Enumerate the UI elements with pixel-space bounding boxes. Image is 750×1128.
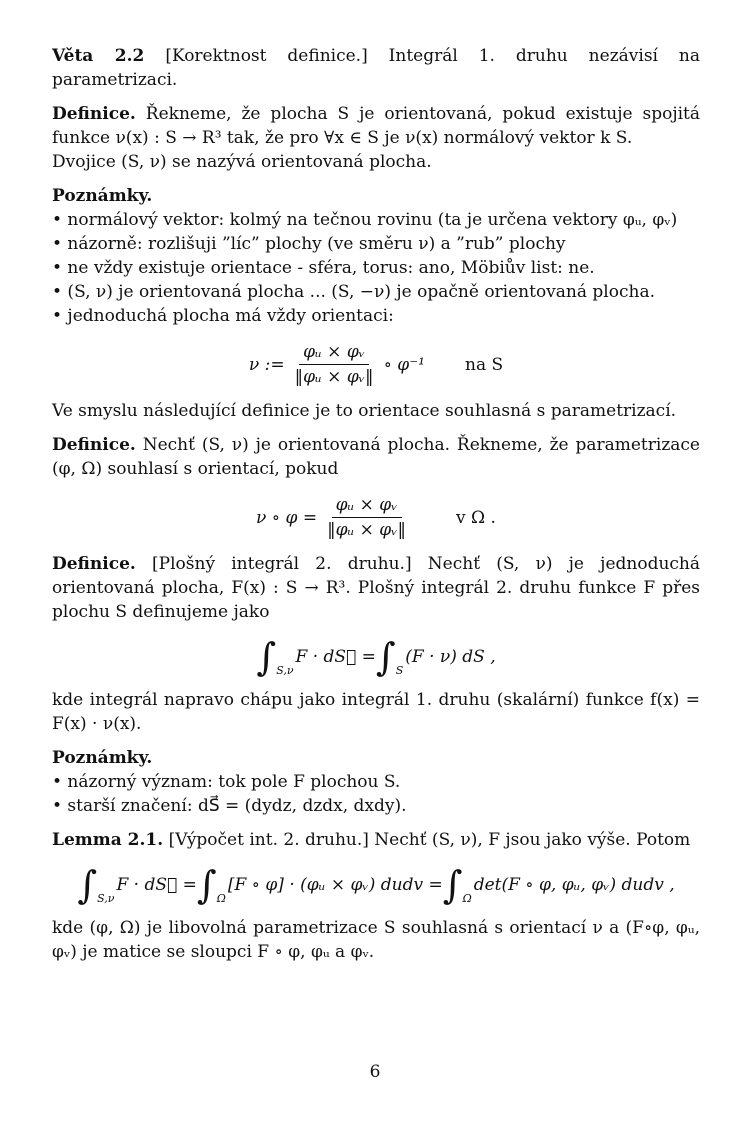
page-content	[52, 44, 700, 964]
integral-sign: ∫	[256, 635, 277, 679]
eq-where: v Ω .	[456, 507, 496, 528]
eq-denominator: ‖φᵤ × φᵥ‖	[294, 367, 374, 387]
theorem-text: [Korektnost definice.] Integrál 1. druhu nezávisí na parametrizaci.	[52, 46, 701, 90]
note-item: • normálový vektor: kolmý na tečnou rovinu (ta je určena vektory φᵤ, φᵥ)	[52, 210, 678, 230]
eq-lhs: ν :=	[248, 354, 285, 375]
integral-subscript: S,ν	[97, 892, 115, 905]
eq-lhs: ν ∘ φ =	[256, 507, 318, 528]
page-number: 6	[369, 1062, 381, 1082]
definition-pair: Dvojice (S, ν) se nazývá orientovaná plocha.	[52, 152, 432, 172]
lemma-2-1	[52, 828, 700, 852]
theorem-2-2	[52, 44, 700, 92]
lemma-label: Lemma 2.1.	[52, 830, 164, 850]
theorem-label: Věta 2.2	[52, 46, 145, 66]
definition-text: Řekneme, že plocha S je orientovaná, pokud existuje spojitá funkce ν(x) : S → R³ tak, že pro ∀x ∈ S je ν(x) normálový vektor k S.	[52, 104, 701, 148]
integral-sign: ∫	[442, 863, 463, 907]
definition-label: Definice.	[52, 104, 136, 124]
eq-numerator: φᵤ × φᵥ	[332, 495, 402, 518]
integral-sign: ∫	[77, 863, 98, 907]
eq-body: [F ∘ φ] · (φᵤ × φᵥ) dudv =	[227, 875, 443, 895]
definition-label: Definice.	[52, 554, 136, 574]
note-item: • jednoduchá plocha má vždy orientaci:	[52, 306, 394, 326]
equation-lemma	[52, 863, 700, 907]
note-item: • názorně: rozlišuji ”líc” plochy (ve směru ν) a ”rub” plochy	[52, 234, 566, 254]
integral-sign: ∫	[196, 863, 217, 907]
integral-sign: ∫	[375, 635, 396, 679]
note-item: • (S, ν) je orientovaná plocha ... (S, −ν) je opačně orientovaná plocha.	[52, 282, 655, 302]
eq-body: (F · ν) dS ,	[405, 647, 496, 667]
paragraph-orientation: Ve smyslu následující definice je to orientace souhlasná s parametrizací.	[52, 401, 677, 421]
integral-subscript: Ω	[216, 892, 226, 905]
paragraph-final: kde (φ, Ω) je libovolná parametrizace S souhlasná s orientací ν a (F∘φ, φᵤ, φᵥ) je matice se sloupci F ∘ φ, φᵤ a φᵥ.	[52, 918, 700, 962]
definition-surface-integral	[52, 552, 700, 624]
definition-label: Definice.	[52, 435, 136, 455]
note-item: • starší značení: dS⃗ = (dydz, dzdx, dxdy).	[52, 796, 407, 816]
eq-body: F · dS⃗ =	[116, 875, 197, 895]
definition-text: Nechť (S, ν) je orientovaná plocha. Řekneme, že parametrizace (φ, Ω) souhlasí s orientací, pokud	[52, 435, 700, 479]
equation-agree	[52, 495, 700, 540]
eq-where: na S	[465, 354, 504, 375]
equation-surface-integral	[52, 635, 700, 679]
eq-body: det(F ∘ φ, φᵤ, φᵥ) dudv ,	[473, 875, 675, 895]
definition-orientation	[52, 102, 700, 150]
notes-label	[52, 184, 700, 208]
integral-subscript: S	[395, 664, 404, 677]
eq-numerator: φᵤ × φᵥ	[299, 342, 369, 365]
eq-rhs: ∘ φ⁻¹	[383, 354, 425, 375]
definition-agree	[52, 433, 700, 481]
eq-body: F · dS⃗ =	[295, 647, 376, 667]
paragraph-scalar: kde integrál napravo chápu jako integrál 1. druhu (skalární) funkce f(x) = F(x) · ν(x).	[52, 690, 700, 734]
eq-denominator: ‖φᵤ × φᵥ‖	[327, 520, 407, 540]
note-item: • názorný význam: tok pole F plochou S.	[52, 772, 401, 792]
lemma-text: [Výpočet int. 2. druhu.] Nechť (S, ν), F jsou jako výše. Potom	[168, 830, 691, 850]
eq-fraction	[323, 495, 410, 540]
notes-heading: Poznámky.	[52, 748, 153, 768]
note-item: • ne vždy existuje orientace - sféra, torus: ano, Möbiův list: ne.	[52, 258, 595, 278]
integral-subscript: Ω	[462, 892, 472, 905]
definition-text: [Plošný integrál 2. druhu.] Nechť (S, ν) je jednoduchá orientovaná plocha, F(x) : S → R³. Plošný integrál 2. druhu funkce F přes plochu S definujeme jako	[52, 554, 701, 622]
notes-heading: Poznámky.	[52, 186, 153, 206]
equation-orientation	[52, 342, 700, 387]
integral-subscript: S,ν	[276, 664, 294, 677]
notes-label	[52, 746, 700, 770]
eq-fraction	[291, 342, 378, 387]
